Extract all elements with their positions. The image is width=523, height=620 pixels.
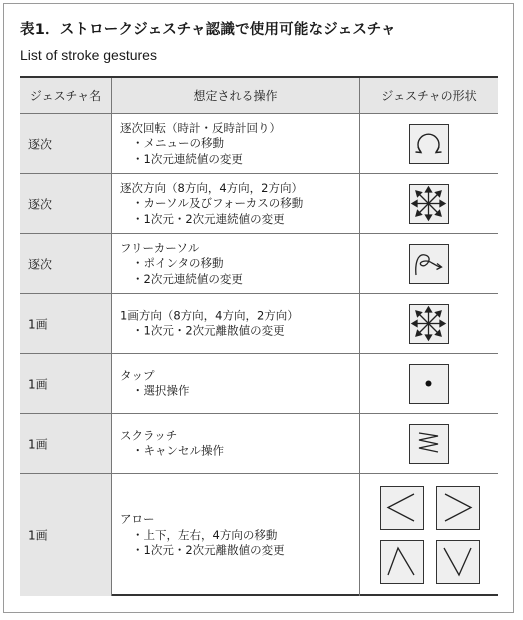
- gesture-name-cell: [20, 474, 112, 596]
- chevron-right-icon: [436, 486, 480, 530]
- chevron-down-icon: [436, 540, 480, 584]
- zigzag-scratch-icon: [409, 424, 449, 464]
- operation-title: 逐次方向（8方向，4方向，2方向）: [120, 180, 303, 195]
- header-gesture-name: ジェスチャ名: [20, 78, 112, 113]
- shape-cell: [360, 234, 498, 293]
- gesture-name-cell: [20, 234, 112, 293]
- operation-list: [120, 428, 224, 459]
- gesture-name: 1画: [28, 528, 48, 543]
- table-row: [20, 414, 498, 474]
- chevron-left-icon: [380, 486, 424, 530]
- table-row: [20, 234, 498, 294]
- operation-cell: [112, 414, 360, 473]
- shape-cell: [360, 294, 498, 353]
- gesture-name-cell: [20, 114, 112, 173]
- operation-item: ・上下，左右，4方向の移動: [132, 527, 278, 542]
- gesture-name-cell: [20, 294, 112, 353]
- operation-cell: [112, 234, 360, 293]
- gesture-name: 1画: [28, 437, 48, 451]
- gesture-table: [20, 76, 498, 596]
- operation-item: ・2次元連続値の変更: [132, 271, 243, 286]
- eight-direction-arrows-icon: [409, 304, 449, 344]
- operation-item: ・1次元・2次元離散値の変更: [132, 542, 285, 557]
- shape-cell: [360, 174, 498, 233]
- shape-cell: [360, 354, 498, 413]
- table-row: [20, 294, 498, 354]
- operation-title: 1画方向（8方向，4方向，2方向）: [120, 308, 299, 322]
- operation-cell: [112, 114, 360, 173]
- table-row: [20, 114, 498, 174]
- gesture-name: 逐次: [28, 137, 53, 151]
- operation-cell: [112, 174, 360, 233]
- operation-cell: [112, 474, 360, 596]
- eight-direction-arrows-icon: [409, 184, 449, 224]
- operation-item: ・1次元・2次元連続値の変更: [132, 211, 285, 226]
- operation-item: ・カーソル及びフォーカスの移動: [132, 195, 304, 210]
- gesture-name: 1画: [28, 377, 48, 391]
- header-shape: ジェスチャの形状: [360, 78, 498, 113]
- operation-list: [120, 308, 299, 339]
- operation-cell: [112, 294, 360, 353]
- gesture-name: 1画: [28, 317, 48, 331]
- operation-item: ・メニューの移動: [132, 135, 224, 150]
- operation-item: ・1次元連続値の変更: [132, 151, 243, 166]
- table-title-english: List of stroke gestures: [20, 47, 157, 63]
- gesture-name-cell: [20, 414, 112, 473]
- operation-list: [120, 180, 303, 227]
- gesture-name: 逐次: [28, 257, 53, 271]
- table-title-japanese: 表1．ストロークジェスチャ認識で使用可能なジェスチャ: [20, 22, 396, 38]
- operation-list: [120, 240, 243, 287]
- operation-item: ・ポインタの移動: [132, 255, 224, 270]
- shape-cell: [360, 474, 498, 596]
- chevron-up-icon: [380, 540, 424, 584]
- shape-cell: [360, 414, 498, 473]
- gesture-name-cell: [20, 174, 112, 233]
- operation-title: フリーカーソル: [120, 240, 200, 255]
- freeform-curve-icon: [409, 244, 449, 284]
- gesture-name: 逐次: [28, 197, 53, 211]
- operation-list: [120, 120, 281, 167]
- operation-title: タップ: [120, 368, 155, 382]
- operation-title: スクラッチ: [120, 428, 178, 442]
- operation-item: ・1次元・2次元離散値の変更: [132, 323, 285, 338]
- table-row: [20, 474, 498, 596]
- operation-item: ・選択操作: [132, 383, 190, 398]
- rotation-circle-icon: [409, 124, 449, 164]
- table-row: [20, 174, 498, 234]
- gesture-name-cell: [20, 354, 112, 413]
- operation-item: ・キャンセル操作: [132, 443, 224, 458]
- operation-title: アロー: [120, 511, 155, 526]
- header-operation: 想定される操作: [112, 78, 360, 113]
- operation-title: 逐次回転（時計・反時計回り）: [120, 120, 281, 135]
- tap-dot-icon: [409, 364, 449, 404]
- operation-list: [120, 512, 285, 559]
- table-header-row: [20, 78, 498, 114]
- table-row: [20, 354, 498, 414]
- operation-list: [120, 368, 190, 399]
- operation-cell: [112, 354, 360, 413]
- shape-cell: [360, 114, 498, 173]
